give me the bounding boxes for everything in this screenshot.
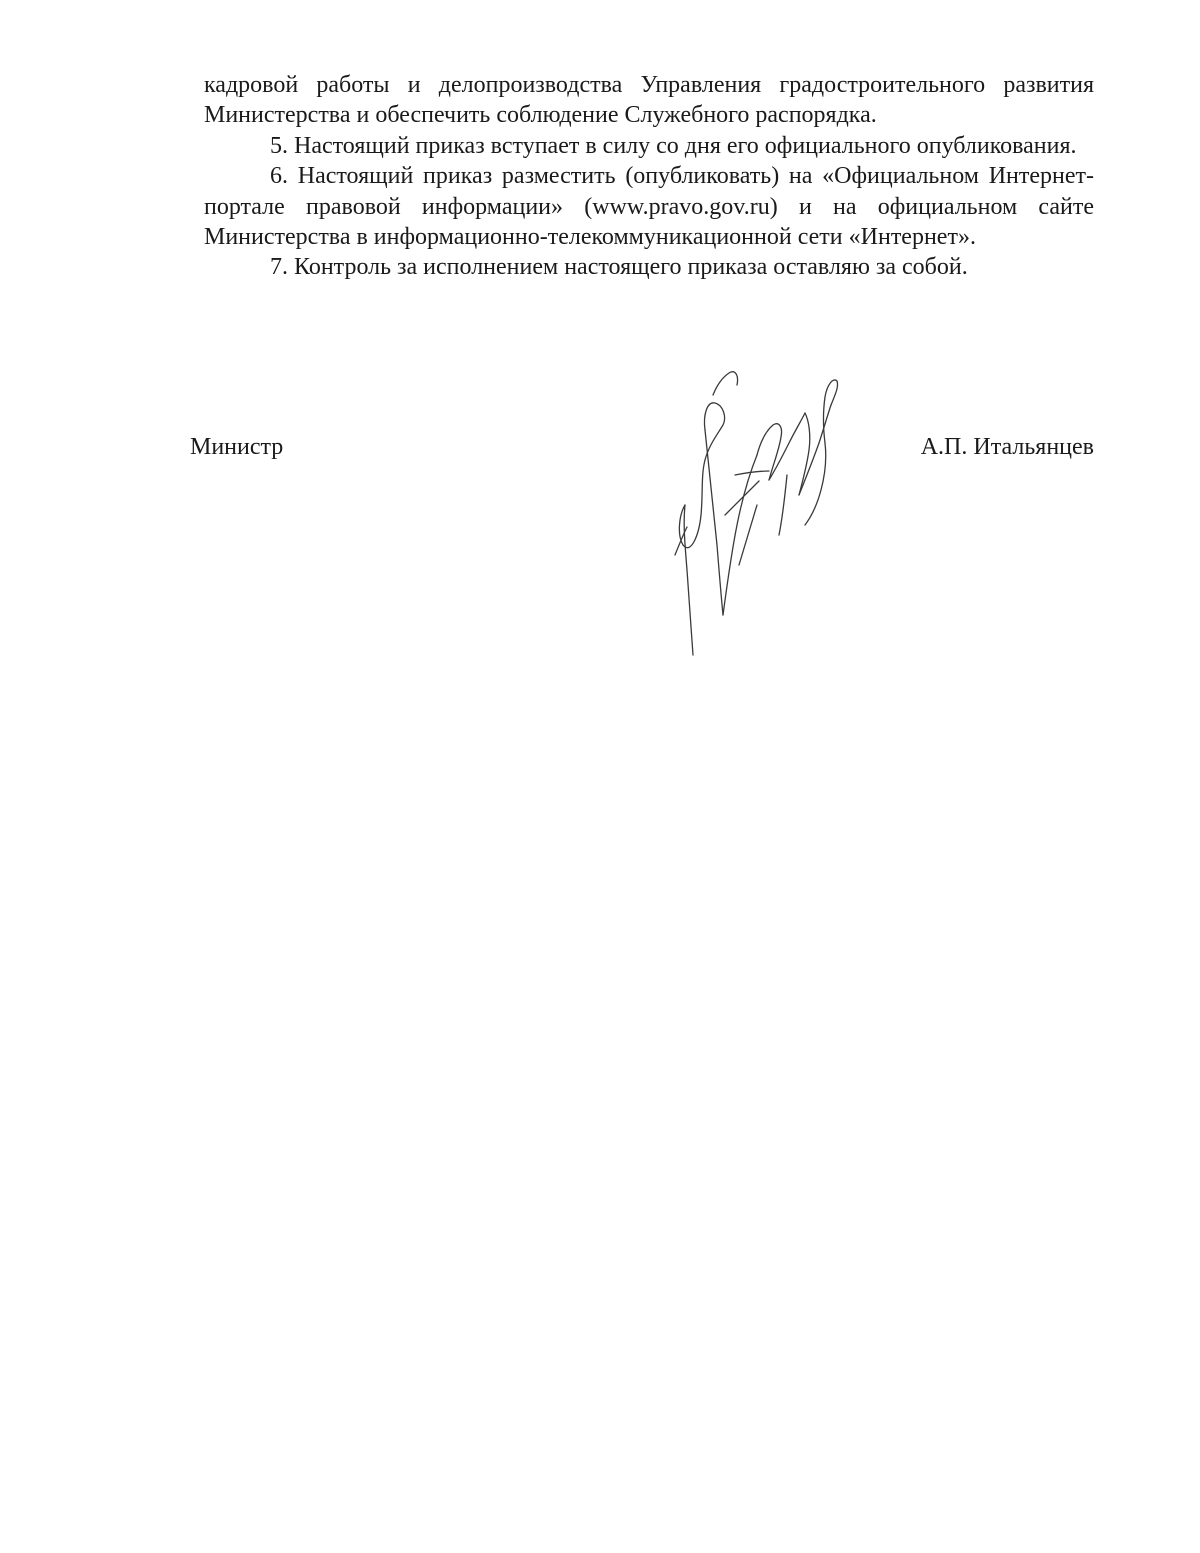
- handwritten-signature-icon: [665, 355, 855, 675]
- paragraph-item-5: 5. Настоящий приказ вступает в силу со дня его официального опубликования.: [270, 132, 1077, 159]
- paragraph-item-6: 6. Настоящий приказ разместить (опубликовать) на «Официальном Интернет-портале правовой информации» (www.pravo.gov.ru) и на официальном сайте Министерства в информационно-телекоммуникационной сети «Интернет».: [204, 163, 1094, 251]
- signature-block: [190, 432, 1094, 472]
- document-body: [204, 70, 1094, 283]
- paragraph-item-7: 7. Контроль за исполнением настоящего приказа оставляю за собой.: [270, 254, 968, 281]
- signer-name: А.П. Итальянцев: [920, 434, 1094, 460]
- paragraph-continuation: кадровой работы и делопроизводства Управления градостроительного развития Министерства и обеспечить соблюдение Служебного распорядка.: [204, 72, 1094, 129]
- signer-position: Министр: [190, 434, 284, 460]
